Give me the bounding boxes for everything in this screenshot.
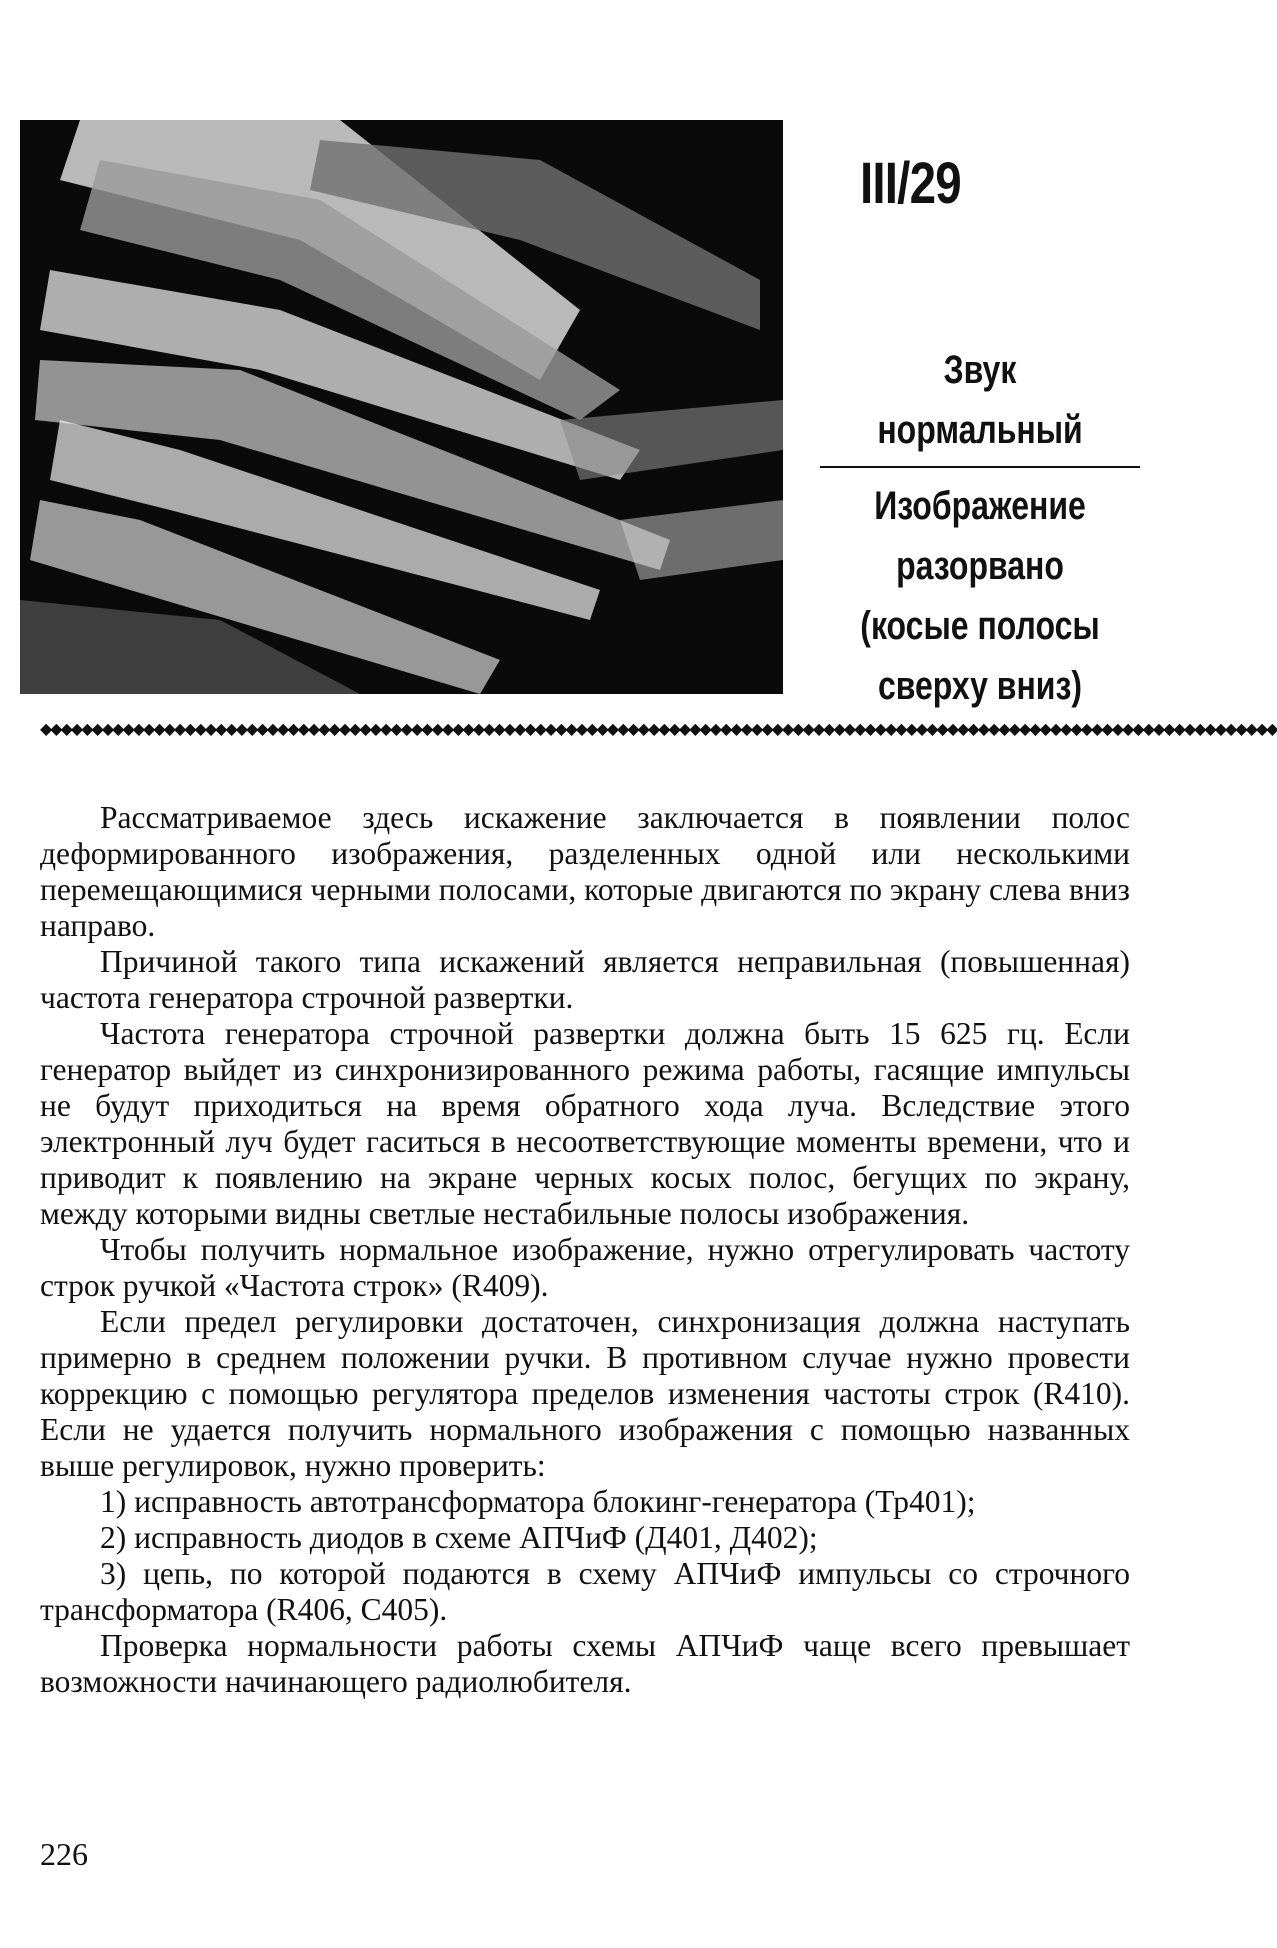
caption-image-line-3: (косые полосы [860,604,1100,648]
paragraph: Проверка нормальности работы схемы АПЧиФ чаще всего превышает возможности начинающего радиолюбителя. [40,1628,1130,1699]
figure-caption [820,340,1140,716]
paragraph: Чтобы получить нормальное изображение, нужно отрегулировать частоту строк ручкой «Частота строк» (R409). [40,1232,1130,1303]
distorted-image-illustration [20,120,783,694]
caption-divider [820,466,1140,468]
caption-sound: Звук нормальный [877,348,1083,452]
list-item: 2) исправность диодов в схеме АПЧиФ (Д401, Д402); [100,1520,818,1555]
tv-screen-photo [20,120,783,694]
caption-image-line-4: сверху вниз) [877,664,1083,708]
page-number: 226 [40,1836,88,1872]
paragraph: Причиной такого типа искажений является неправильная (повышенная) частота генератора строчной развертки. [40,944,1130,1015]
diamond-divider: ◆◆◆◆◆◆◆◆◆◆◆◆◆◆◆◆◆◆◆◆◆◆◆◆◆◆◆◆◆◆◆◆◆◆◆◆◆◆◆◆◆◆◆◆◆◆◆◆◆◆◆◆◆◆◆◆◆◆◆◆◆◆◆◆◆◆◆◆◆◆◆◆◆◆◆◆◆◆◆◆◆◆◆◆◆◆◆◆◆◆◆◆◆◆◆◆◆◆◆◆◆◆◆◆◆◆◆◆◆◆◆◆◆◆◆◆◆◆◆◆ [40,719,1277,738]
list-item: 3) цепь, по которой подаются в схему АПЧиФ импульсы со строчного трансформатора (R406, С405). [40,1556,1130,1627]
caption-image-line-1: Изображение [874,484,1086,528]
figure-number: III/29 [860,151,961,216]
paragraph: Рассматриваемое здесь искажение заключается в появлении полос деформированного изображения, разделенных одной или несколькими перемещающимися черными полосами, которые двигаются по экрану слева вниз направо. [40,800,1130,943]
paragraph: Частота генератора строчной развертки должна быть 15 625 гц. Если генератор выйдет из синхронизированного режима работы, гасящие импульсы не будут приходиться на время обратного хода луча. Вследствие этого электронный луч будет гаситься в несоответствующие моменты времени, что и приводит к появлению на экране черных косых полос, бегущих по экрану, между которыми видны светлые нестабильные полосы изображения. [40,1016,1130,1231]
body-text [40,800,1130,1700]
list-item: 1) исправность автотрансформатора блокинг-генератора (Тр401); [100,1484,976,1519]
caption-image-line-2: разорвано [896,544,1064,588]
paragraph: Если предел регулировки достаточен, синхронизация должна наступать примерно в среднем положении ручки. В противном случае нужно провести коррекцию с помощью регулятора пределов изменения частоты строк (R410). Если не удается получить нормального изображения с помощью названных выше регулировок, нужно проверить: [40,1304,1130,1483]
